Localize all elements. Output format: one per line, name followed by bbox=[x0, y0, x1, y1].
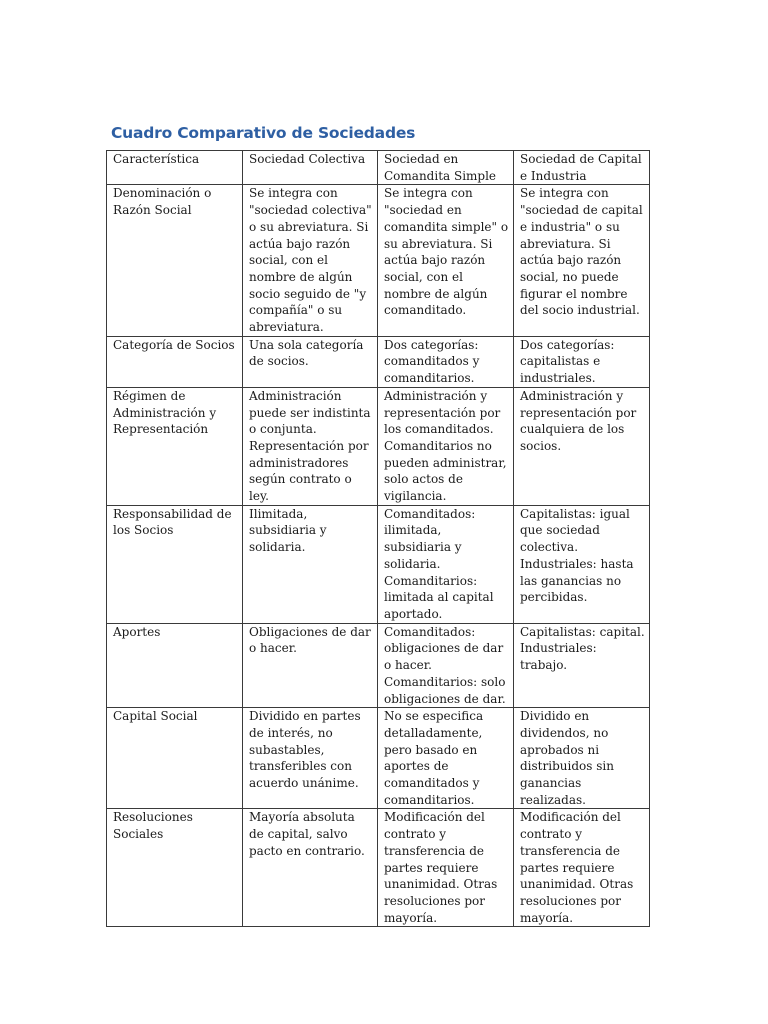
column-header-colectiva: Sociedad Colectiva bbox=[243, 151, 378, 185]
cell-colectiva: Se integra con "sociedad colectiva" o su abreviatura. Si actúa bajo razón social, con el nombre de algún socio seguido de "y compañía" o su abreviatura. bbox=[243, 185, 378, 336]
table-row bbox=[107, 185, 650, 336]
row-label: Aportes bbox=[107, 623, 243, 708]
cell-capital-industria: Dividido en dividendos, no aprobados ni distribuidos sin ganancias realizadas. bbox=[514, 708, 650, 809]
column-header-capital-industria: Sociedad de Capital e Industria bbox=[514, 151, 650, 185]
row-label: Denominación o Razón Social bbox=[107, 185, 243, 336]
cell-colectiva: Dividido en partes de interés, no subastables, transferibles con acuerdo unánime. bbox=[243, 708, 378, 809]
cell-colectiva: Una sola categoría de socios. bbox=[243, 336, 378, 387]
table-row bbox=[107, 387, 650, 505]
cell-capital-industria: Administración y representación por cualquiera de los socios. bbox=[514, 387, 650, 505]
cell-colectiva: Mayoría absoluta de capital, salvo pacto en contrario. bbox=[243, 809, 378, 927]
cell-colectiva: Obligaciones de dar o hacer. bbox=[243, 623, 378, 708]
table-row bbox=[107, 708, 650, 809]
document-title: Cuadro Comparativo de Sociedades bbox=[111, 124, 416, 142]
cell-comandita: Comanditados: obligaciones de dar o hacer. Comanditarios: solo obligaciones de dar. bbox=[378, 623, 514, 708]
row-label: Resoluciones Sociales bbox=[107, 809, 243, 927]
cell-comandita: No se especifica detalladamente, pero basado en aportes de comanditados y comanditarios. bbox=[378, 708, 514, 809]
column-header-comandita: Sociedad en Comandita Simple bbox=[378, 151, 514, 185]
table-row bbox=[107, 809, 650, 927]
cell-capital-industria: Dos categorías: capitalistas e industriales. bbox=[514, 336, 650, 387]
cell-comandita: Administración y representación por los comanditados. Comanditarios no pueden administrar, solo actos de vigilancia. bbox=[378, 387, 514, 505]
table-row bbox=[107, 336, 650, 387]
row-label: Categoría de Socios bbox=[107, 336, 243, 387]
row-label: Régimen de Administración y Representación bbox=[107, 387, 243, 505]
cell-colectiva: Administración puede ser indistinta o conjunta. Representación por administradores según contrato o ley. bbox=[243, 387, 378, 505]
column-header-feature: Característica bbox=[107, 151, 243, 185]
table-row bbox=[107, 505, 650, 623]
table-row bbox=[107, 623, 650, 708]
cell-capital-industria: Capitalistas: capital. Industriales: trabajo. bbox=[514, 623, 650, 708]
cell-comandita: Se integra con "sociedad en comandita simple" o su abreviatura. Si actúa bajo razón social, con el nombre de algún comanditado. bbox=[378, 185, 514, 336]
cell-capital-industria: Modificación del contrato y transferencia de partes requiere unanimidad. Otras resoluciones por mayoría. bbox=[514, 809, 650, 927]
cell-capital-industria: Se integra con "sociedad de capital e industria" o su abreviatura. Si actúa bajo razón social, no puede figurar el nombre del socio industrial. bbox=[514, 185, 650, 336]
cell-comandita: Dos categorías: comanditados y comanditarios. bbox=[378, 336, 514, 387]
table-header-row bbox=[107, 151, 650, 185]
row-label: Responsabilidad de los Socios bbox=[107, 505, 243, 623]
cell-capital-industria: Capitalistas: igual que sociedad colectiva. Industriales: hasta las ganancias no percibidas. bbox=[514, 505, 650, 623]
cell-comandita: Modificación del contrato y transferencia de partes requiere unanimidad. Otras resoluciones por mayoría. bbox=[378, 809, 514, 927]
comparison-table bbox=[106, 150, 650, 927]
row-label: Capital Social bbox=[107, 708, 243, 809]
cell-comandita: Comanditados: ilimitada, subsidiaria y solidaria. Comanditarios: limitada al capital aportado. bbox=[378, 505, 514, 623]
cell-colectiva: Ilimitada, subsidiaria y solidaria. bbox=[243, 505, 378, 623]
